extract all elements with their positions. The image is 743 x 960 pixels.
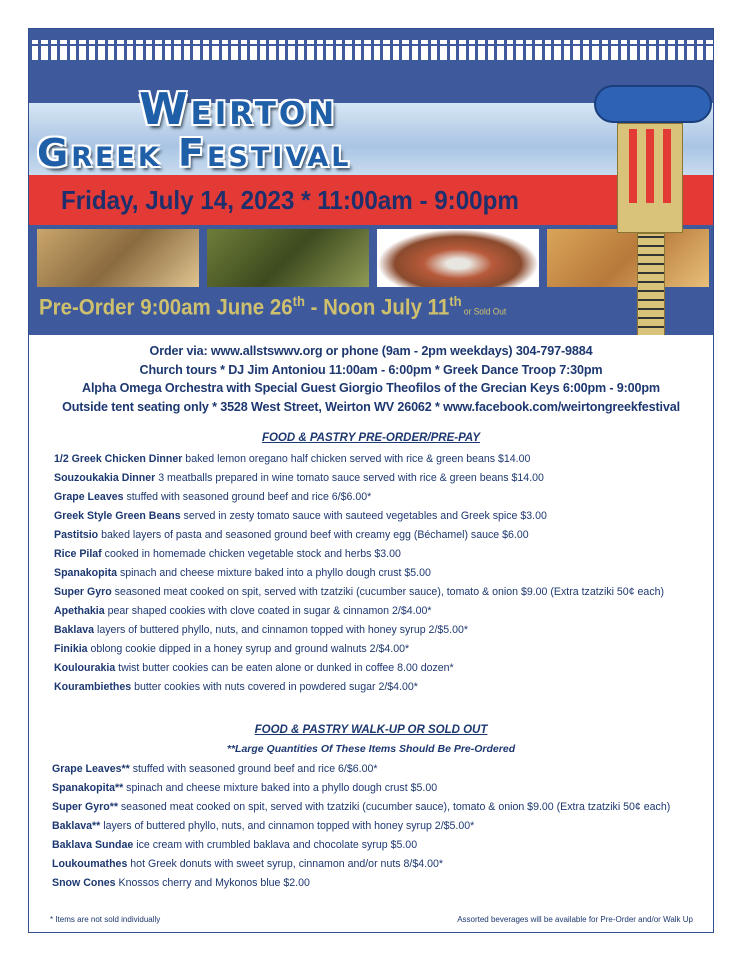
menu-item-description: baked layers of pasta and seasoned ground beef with creamy egg (Béchamel) sauce $6.00	[98, 529, 529, 541]
ionic-column-icon	[594, 85, 712, 123]
menu-item	[54, 488, 664, 507]
menu-item	[54, 640, 664, 659]
festival-banner	[29, 29, 713, 335]
menu-item	[54, 659, 664, 678]
menu-item-name: Baklava Sundae	[52, 839, 134, 851]
menu-item	[52, 874, 670, 893]
order-info: Order via: www.allstswwv.org or phone (9am - 2pm weekdays) 304-797-9884	[149, 344, 593, 358]
menu-item-description: seasoned meat cooked on spit, served with tzatziki (cucumber sauce), tomato & onion $9.00 (Extra tzatziki 50¢ each)	[111, 586, 665, 598]
menu-item-description: layers of buttered phyllo, nuts, and cinnamon topped with honey syrup 2/$5.00*	[100, 820, 475, 832]
menu-item-name: Apethakia	[54, 605, 105, 617]
menu-item-description: spinach and cheese mixture baked into a phyllo dough crust $5.00	[117, 567, 431, 579]
menu-item-name: Snow Cones	[52, 877, 116, 889]
menu-item-name: Finikia	[54, 643, 88, 655]
menu-item-name: Greek Style Green Beans	[54, 510, 181, 522]
menu-item-name: Super Gyro**	[52, 801, 118, 813]
beverages-note: Assorted beverages will be available for Pre-Order and/or Walk Up	[457, 915, 693, 924]
greek-key-border	[29, 37, 713, 61]
menu-item-name: Rice Pilaf	[54, 548, 102, 560]
walkup-heading: FOOD & PASTRY WALK-UP OR SOLD OUT	[254, 724, 488, 736]
walkup-menu	[52, 760, 670, 893]
preorder-heading: FOOD & PASTRY PRE-ORDER/PRE-PAY	[261, 432, 481, 444]
menu-item-description: twist butter cookies can be eaten alone or dunked in coffee 8.00 dozen*	[115, 662, 454, 674]
menu-item-name: Baklava**	[52, 820, 101, 832]
menu-item-name: Kourambiethes	[54, 681, 132, 693]
menu-item	[52, 760, 670, 779]
menu-item-name: Super Gyro	[54, 586, 112, 598]
menu-item-description: ice cream with crumbled baklava and chocolate syrup $5.00	[133, 839, 418, 851]
event-date: Friday, July 14, 2023 * 11:00am - 9:00pm	[61, 185, 519, 215]
fork-tine	[663, 129, 671, 203]
menu-item-name: Koulourakia	[54, 662, 116, 674]
menu-item-name: Grape Leaves	[54, 491, 124, 503]
gyro-photo	[377, 229, 539, 287]
menu-item	[54, 602, 664, 621]
walkup-subheading: **Large Quantities Of These Items Should Be Pre-Ordered	[226, 743, 516, 755]
menu-item-description: hot Greek donuts with sweet syrup, cinnamon and/or nuts 8/$4.00*	[127, 858, 443, 870]
preorder-dates: Pre-Order 9:00am June 26th - Noon July 11th or Sold Out	[39, 293, 507, 320]
menu-item-description: stuffed with seasoned ground beef and rice 6/$6.00*	[129, 763, 378, 775]
menu-item-name: Loukoumathes	[52, 858, 128, 870]
menu-item-description: layers of buttered phyllo, nuts, and cinnamon topped with honey syrup 2/$5.00*	[94, 624, 469, 636]
menu-item-description: oblong cookie dipped in a honey syrup and ground walnuts 2/$4.00*	[87, 643, 410, 655]
menu-item-name: Baklava	[54, 624, 95, 636]
menu-item	[54, 621, 664, 640]
menu-item	[54, 678, 664, 697]
grape-leaves-photo	[207, 229, 369, 287]
menu-item-description: stuffed with seasoned ground beef and rice 6/$6.00*	[123, 491, 372, 503]
fork-tine	[629, 129, 637, 203]
menu-item-description: 3 meatballs prepared in wine tomato sauce served with rice & green beans $14.00	[155, 472, 544, 484]
menu-item	[52, 779, 670, 798]
menu-item-description: baked lemon oregano half chicken served with rice & green beans $14.00	[182, 453, 531, 465]
menu-item-description: seasoned meat cooked on spit, served with tzatziki (cucumber sauce), tomato & onion $9.00 (Extra tzatziki 50¢ each)	[117, 801, 671, 813]
menu-item	[52, 855, 670, 874]
menu-item-description: served in zesty tomato sauce with sauteed vegetables and Greek spice $3.00	[180, 510, 547, 522]
menu-item-name: Spanakopita**	[52, 782, 124, 794]
menu-item	[52, 798, 670, 817]
menu-item	[54, 583, 664, 602]
menu-item	[54, 469, 664, 488]
menu-item	[54, 545, 664, 564]
baklava-photo	[547, 229, 709, 287]
location-info: Outside tent seating only * 3528 West Street, Weirton WV 26062 * www.facebook.com/weirtongreekfestival	[62, 399, 680, 414]
banner-title-line2: Greek Festival	[37, 131, 352, 175]
fork-tine	[646, 129, 654, 203]
preorder-menu	[54, 450, 664, 697]
food-photos	[37, 229, 709, 287]
menu-item	[54, 450, 664, 469]
banner-title-line1: Weirton	[139, 84, 338, 135]
menu-item-name: Grape Leaves**	[52, 763, 130, 775]
menu-item-description: spinach and cheese mixture baked into a phyllo dough crust $5.00	[123, 782, 438, 794]
menu-item-name: 1/2 Greek Chicken Dinner	[54, 453, 183, 465]
menu-item	[52, 836, 670, 855]
pastitsio-photo	[37, 229, 199, 287]
menu-item-name: Pastitsio	[54, 529, 99, 541]
menu-item	[54, 564, 664, 583]
menu-item-description: cooked in homemade chicken vegetable stock and herbs $3.00	[101, 548, 401, 560]
menu-item	[52, 817, 670, 836]
menu-item-name: Souzoukakia Dinner	[54, 472, 156, 484]
fork-handle	[637, 233, 665, 335]
menu-item	[54, 507, 664, 526]
event-info	[29, 342, 713, 416]
orchestra-info: Alpha Omega Orchestra with Special Guest Giorgio Theofilos of the Grecian Keys 6:00pm - 9:00pm	[82, 381, 660, 395]
menu-item	[54, 526, 664, 545]
entertainment-info: Church tours * DJ Jim Antoniou 11:00am - 6:00pm * Greek Dance Troop 7:30pm	[139, 362, 603, 377]
footnote: * Items are not sold individually	[50, 915, 161, 924]
menu-item-name: Spanakopita	[54, 567, 117, 579]
menu-item-description: pear shaped cookies with clove coated in sugar & cinnamon 2/$4.00*	[104, 605, 432, 617]
menu-item-description: butter cookies with nuts covered in powdered sugar 2/$4.00*	[131, 681, 418, 693]
menu-item-description: Knossos cherry and Mykonos blue $2.00	[115, 877, 310, 889]
